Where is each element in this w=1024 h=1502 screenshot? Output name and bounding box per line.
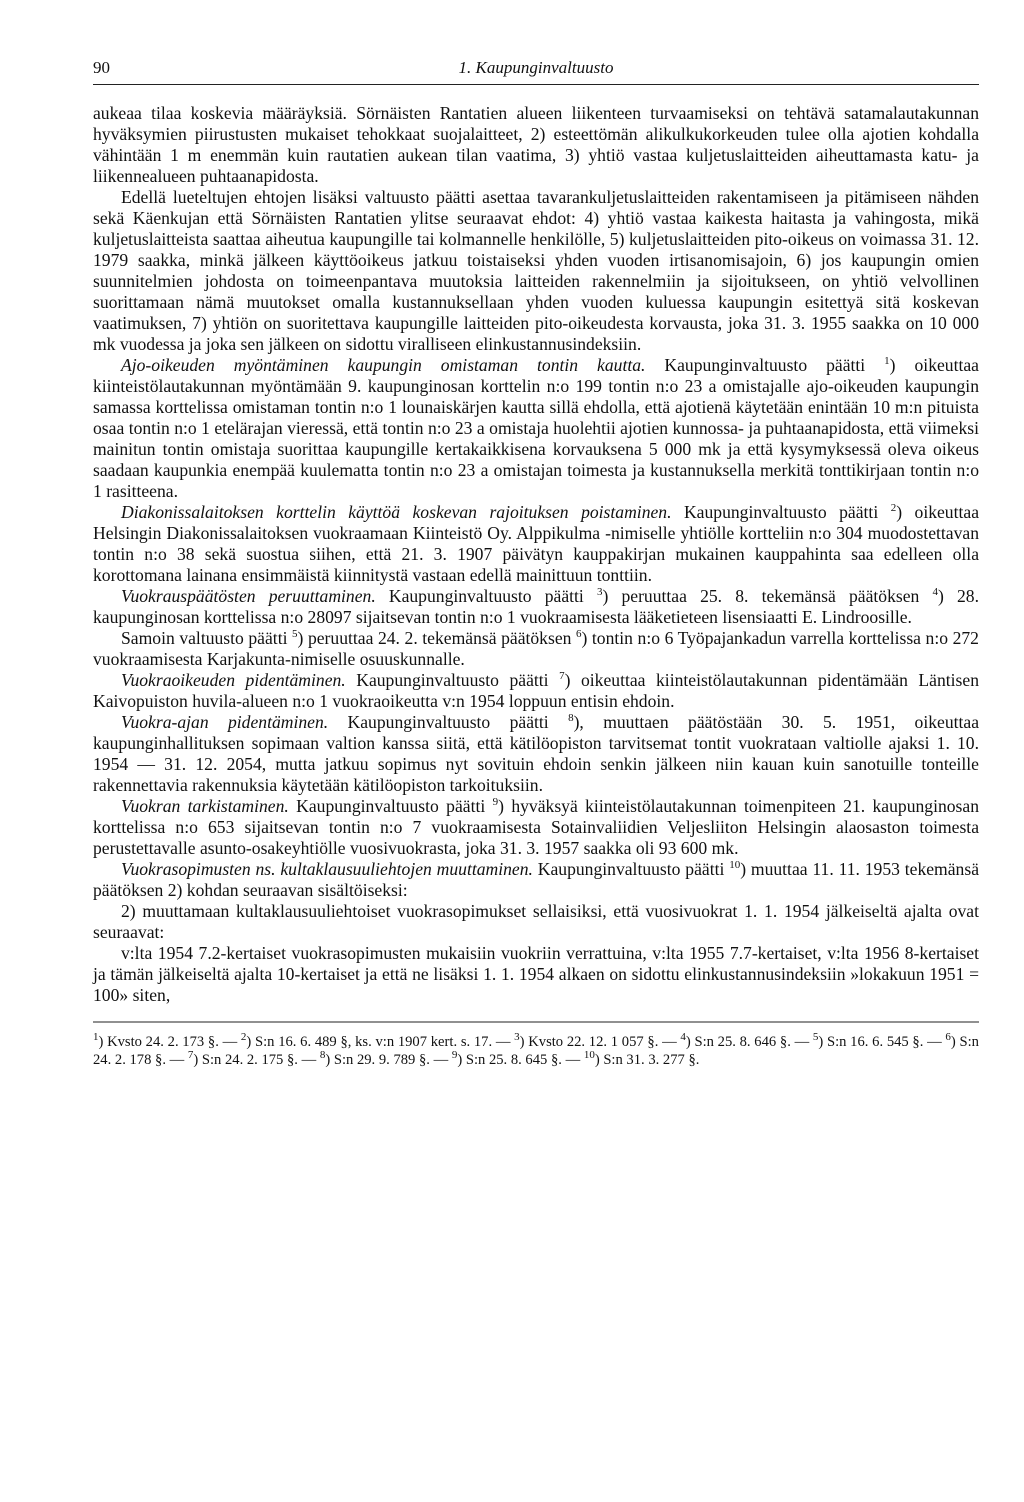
footnote-rule	[93, 1020, 979, 1024]
text-run: ) S:n 25. 8. 646 §. —	[685, 1034, 813, 1050]
text-run: ) oikeuttaa kiinteistölautakunnan pidentämään Läntisen Kaivopuiston huvila-alueen n:o 1 vuokraoikeutta v:n 1954 loppuun entisin ehdoin.	[93, 670, 980, 711]
paragraph-p3	[93, 355, 979, 502]
text-run: ) oikeuttaa Helsingin Diakonissalaitoksen vuokraamaan Kiinteistö Oy. Alppikulma -nimiselle yhtiölle kortteliin n:o 304 muodostettavan tontin n:o 38 sekä suostua siihen, että 21. 3. 1907 päivätyn kauppakirjan mukainen kauppahinta saa edelleen olla korottomana lainana ensimmäistä kiinnitystä vastaan edellä mainittuun tonttiin.	[93, 502, 979, 585]
section-heading: Vuokrasopimusten ns. kultaklausuuliehtojen muuttaminen.	[121, 859, 533, 879]
footnote-ref: 6	[945, 1031, 951, 1044]
footnote-ref: 2	[890, 502, 897, 515]
section-heading: Ajo-oikeuden myöntäminen kaupungin omistaman tontin kautta.	[121, 355, 646, 375]
text-run: ) hyväksyä kiinteistölautakunnan toimenpiteen 21. kaupunginosan korttelissa n:o 653 sijaitsevan tontin n:o 7 vuokraamisesta Sotainvaliidien Veljesliiton Helsingin alaosaston toimesta perustettavalle asunto-osakeyhtiölle vuosivuokrasta, joka 31. 3. 1957 saakka oli 93 600 mk.	[93, 796, 980, 858]
text-run: ) S:n 24. 2. 178 §. —	[93, 1034, 979, 1068]
page-number: 90	[93, 58, 110, 77]
text-run: ) S:n 25. 8. 645 §. —	[457, 1052, 584, 1068]
footnote-ref: 1	[93, 1031, 99, 1044]
body-text	[93, 103, 979, 1006]
footnote-ref: 10	[729, 859, 741, 872]
text-run: Kaupunginvaltuusto päätti	[375, 586, 597, 606]
footnote-ref: 8	[568, 712, 574, 725]
footnote-ref: 5	[292, 628, 298, 641]
footnote-ref: 9	[492, 796, 499, 809]
paragraph-p2	[93, 187, 979, 355]
paragraph-p8	[93, 712, 979, 796]
text-run: Kaupunginvaltuusto päätti	[671, 502, 891, 522]
paragraph-p7	[93, 670, 979, 712]
paragraph-p4	[93, 502, 979, 586]
footnote-ref: 9	[451, 1049, 458, 1062]
footnote-ref: 2	[240, 1031, 247, 1044]
footnote-ref: 3	[596, 586, 603, 599]
footnote-ref: 6	[576, 628, 582, 641]
section-heading: Vuokra-ajan pidentäminen.	[121, 712, 329, 732]
footnote-ref: 1	[884, 355, 890, 368]
running-title: 1. Kaupunginvaltuusto	[458, 58, 614, 77]
footnote-ref: 8	[319, 1049, 326, 1062]
footnote-ref: 7	[187, 1049, 194, 1062]
footnotes	[93, 1033, 979, 1069]
footnote-ref: 5	[812, 1031, 819, 1044]
text-run: Kaupunginvaltuusto päätti	[345, 670, 560, 690]
text-run: ) oikeuttaa kiinteistölautakunnan myöntämään 9. kaupunginosan korttelin n:o 199 tontin n:o 23 a omistajalle ajo-oikeuden kaupungin samassa korttelissa omistaman tontin n:o 1 lounaiskärjen kautta sillä ehdolla, että ajotienä käytetään enintään 10 m:n pituista osaa tontin n:o 1 etelärajan vieressä, että tontin n:o 23 a omistaja huolehtii ajotien kunnossa- ja puhtaanapidosta, että viimeksi mainitun tontin omistaja suorittaa kaupungille kertakaikkisena korvauksena 5 000 mk ja että kysymyksessä oleva oikeus saadaan kaupunkia enempää kuulematta tontin n:o 23 a omistajan toimesta ja kustannuksella merkitä tonttikirjaan tontin n:o 1 rasitteena.	[93, 355, 979, 501]
text-run: ) S:n 16. 6. 545 §. —	[818, 1034, 946, 1050]
footnote-ref: 4	[680, 1031, 686, 1044]
text-run: 2) muuttamaan kultaklausuuliehtoiset vuokrasopimukset sellaisiksi, että vuosivuokrat 1. 1. 1954 jälkeiseltä ajalta ovat seuraavat:	[93, 901, 979, 942]
page-header	[93, 58, 979, 85]
text-run: ) S:n 29. 9. 789 §. —	[325, 1052, 452, 1068]
text-run: ) S:n 24. 2. 175 §. —	[193, 1052, 320, 1068]
text-run: Samoin valtuusto päätti	[121, 628, 293, 648]
text-run: Edellä lueteltujen ehtojen lisäksi valtuusto päätti asettaa tavarankuljetuslaitteiden rakentamiseen ja pitämiseen nähden sekä Käenkujan että Sörnäisten Rantatien ylitse seuraavat ehdot: 4) yhtiö vastaa kaikesta haitasta ja vahingosta, mikä kuljetuslaitteista saattaa aiheutua kaupungille tai kolmannelle henkilölle, 5) kuljetuslaitteiden pito-oikeus on voimassa 31. 12. 1979 saakka, minkä jälkeen käyttöoikeus jatkuu toistaiseksi yhden vuoden irtisanomisajoin, 6) jos kaupungin omien suunnitelmien johdosta on toimeenpantava muutoksia laitteiden rakennelmiin ja sijoitukseen, on yhtiö velvollinen suorittamaan nämä muutokset omalla kustannuksellaan yhden vuoden kuluessa kaupungin esitettyä sitä koskevan vaatimuksen, 7) yhtiön on suoritettava kaupungille laitteiden pito-oikeudesta korvausta, joka 31. 3. 1955 saakka on 10 000 mk vuodessa ja joka sen jälkeen on sidottu viralliseen elinkustannusindeksiin.	[93, 187, 979, 354]
text-run: ) S:n 16. 6. 489 §, ks. v:n 1907 kert. s. 17. —	[246, 1034, 515, 1050]
footnote-ref: 7	[559, 670, 565, 683]
section-heading: Vuokraoikeuden pidentäminen.	[121, 670, 346, 690]
text-run: v:lta 1954 7.2-kertaiset vuokrasopimusten mukaisiin vuokriin verrattuina, v:lta 1955 7.7-kertaiset, v:lta 1956 8-kertaiset ja tämän jälkeiseltä ajalta 10-kertaiset ja että ne lisäksi 1. 1. 1954 alkaen on sidottu elinkustannusindeksiin »lokakuun 1951 = 100» siten,	[93, 943, 979, 1005]
paragraph-p1	[93, 103, 979, 187]
footnote-ref: 3	[514, 1031, 520, 1044]
text-run: Kaupunginvaltuusto päätti	[532, 859, 730, 879]
text-run: aukeaa tilaa koskevia määräyksiä. Sörnäisten Rantatien alueen liikenteen turvaamiseksi on tehtävä satamalautakunnan hyväksymien piirustusten mukaiset tehokkaat suojalaitteet, 2) esteettömän alikulkukorkeuden tulee olla ajotien kohdalla vähintään 1 m enemmän kuin rautatien aukean tilan vaatima, 3) yhtiö vastaa kuljetuslaitteiden aiheuttamasta katu- ja liikennealueen puhtaanapidosta.	[93, 103, 979, 186]
text-run: Kaupunginvaltuusto päätti	[288, 796, 493, 816]
text-run: ) Kvsto 22. 12. 1 057 §. —	[519, 1034, 681, 1050]
paragraph-p11	[93, 901, 979, 943]
paragraph-p10	[93, 859, 979, 901]
text-run: Kaupunginvaltuusto päätti	[645, 355, 885, 375]
text-run: Kaupunginvaltuusto päätti	[328, 712, 569, 732]
footnote-ref: 4	[932, 586, 938, 599]
paragraph-p12	[93, 943, 979, 1006]
text-run: ) peruuttaa 25. 8. tekemänsä päätöksen	[602, 586, 933, 606]
footnote-ref: 10	[583, 1049, 595, 1062]
paragraph-p9	[93, 796, 979, 859]
document-page	[93, 58, 979, 1069]
section-heading: Vuokrauspäätösten peruuttaminen.	[121, 586, 376, 606]
text-run: ) Kvsto 24. 2. 173 §. —	[98, 1034, 241, 1050]
text-run: ) peruuttaa 24. 2. tekemänsä päätöksen	[297, 628, 576, 648]
paragraph-p5	[93, 586, 979, 628]
section-heading: Vuokran tarkistaminen.	[121, 796, 289, 816]
text-run: ) muuttaa 11. 11. 1953 tekemänsä päätöksen 2) kohdan seuraavan sisältöiseksi:	[93, 859, 980, 900]
text-run: ), muuttaen päätöstään 30. 5. 1951, oikeuttaa kaupunginhallituksen sopimaan valtion kanssa siitä, että kätilöopiston tarvitsemat tontit vuokrataan valtiolle ajaksi 1. 10. 1954 — 31. 12. 2054, mutta jatkuu sopimus nyt sovituin ehdoin senkin jälkeen niin kauan kuin sanotuille tonteille rakennettavia rakennuksia käytetään kätilöopiston tarkoituksiin.	[93, 712, 980, 795]
paragraph-p6	[93, 628, 979, 670]
section-heading: Diakonissalaitoksen korttelin käyttöä koskevan rajoituksen poistaminen.	[121, 502, 672, 522]
text-run: ) tontin n:o 6 Työpajankadun varrella korttelissa n:o 272 vuokraamisesta Karjakunta-nimiselle osuuskunnalle.	[93, 628, 979, 669]
text-run: ) S:n 31. 3. 277 §.	[594, 1052, 700, 1068]
text-run: ) 28. kaupunginosan korttelissa n:o 28097 sijaitsevan tontin n:o 1 vuokraamisesta lääketieteen lisensiaatti E. Lindroosille.	[93, 586, 979, 627]
